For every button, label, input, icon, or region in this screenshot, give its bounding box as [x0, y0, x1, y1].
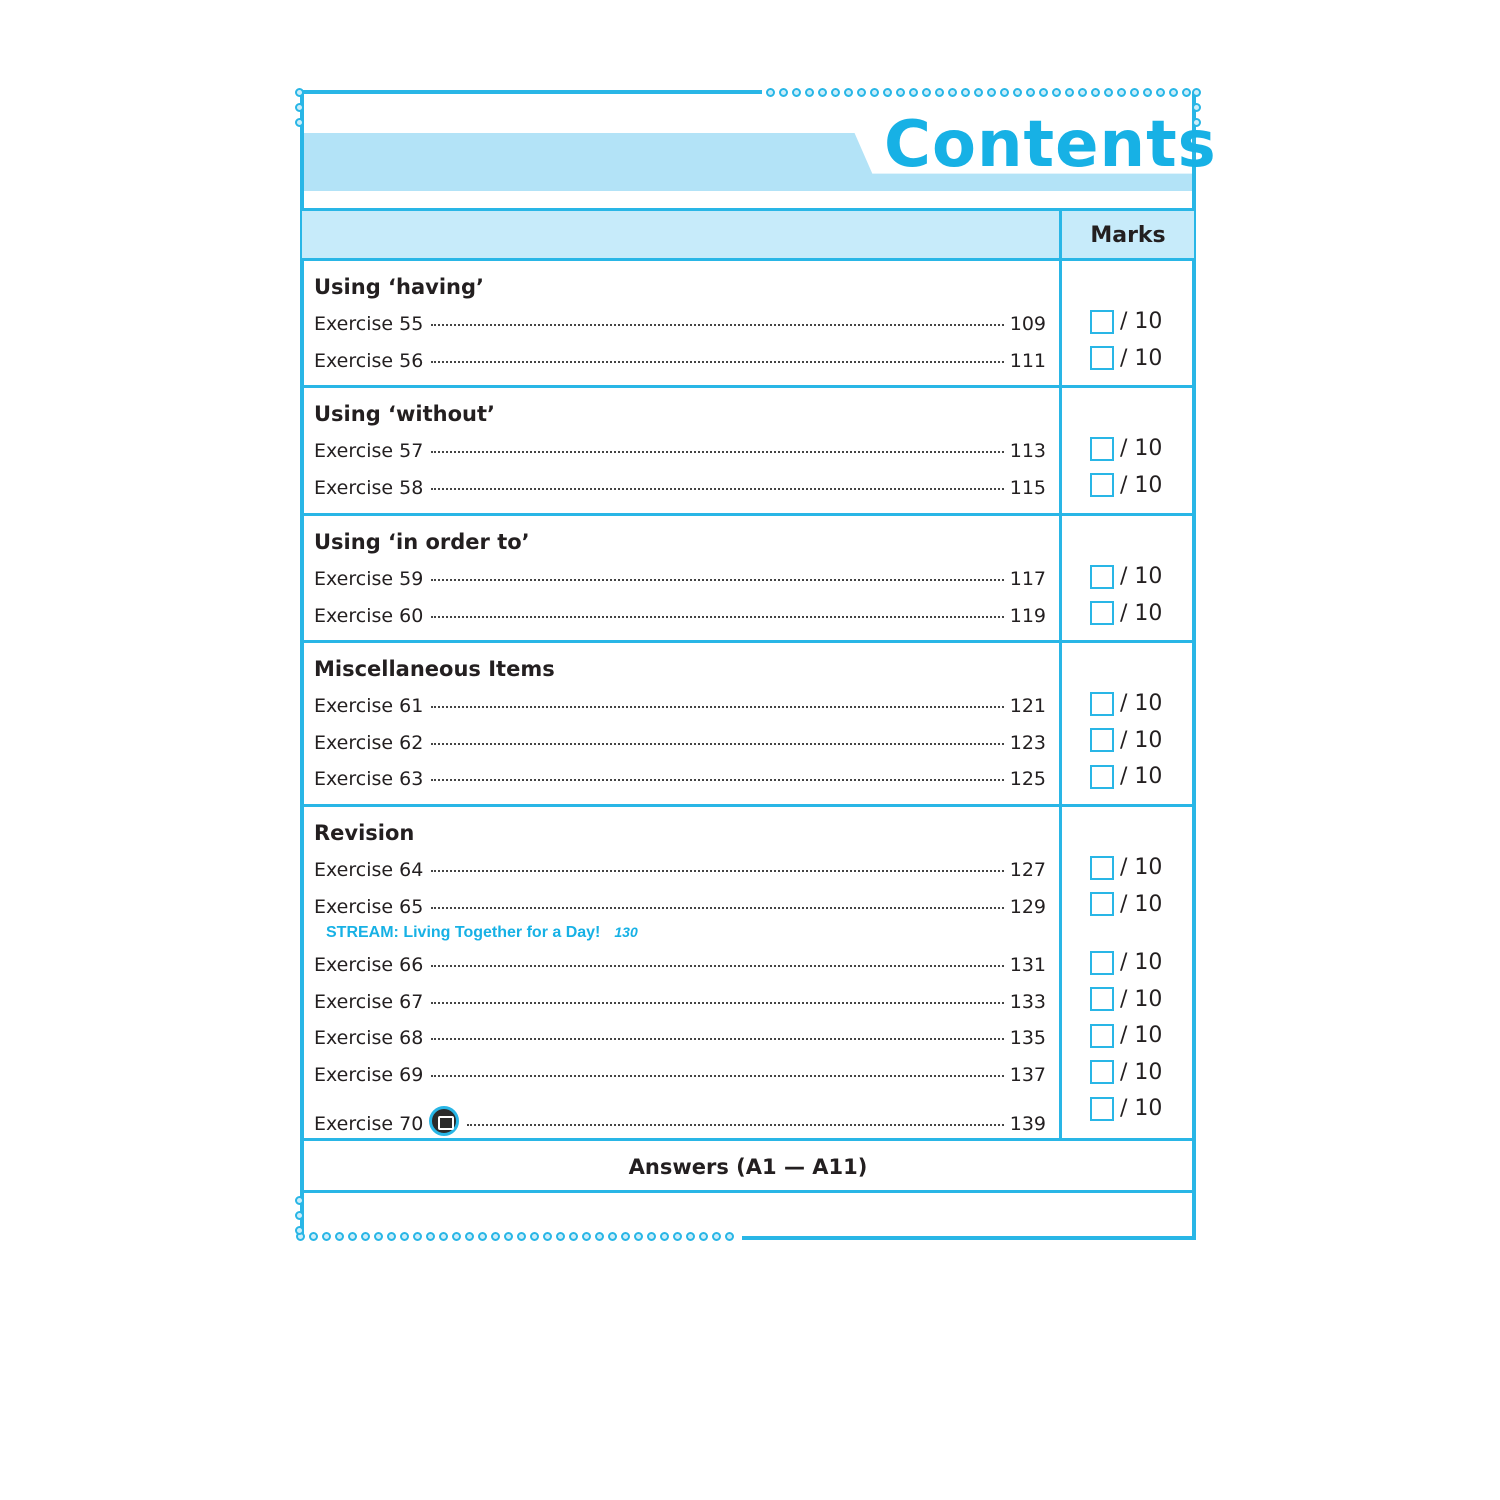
mark-total: / 10: [1120, 436, 1163, 461]
section-main-cell: [302, 643, 1062, 804]
score-box[interactable]: [1090, 346, 1114, 370]
border-dot: [870, 88, 879, 97]
border-dot: [1117, 88, 1126, 97]
score-box[interactable]: [1090, 601, 1114, 625]
border-dot: [582, 1232, 591, 1241]
dot-leader: [431, 965, 1003, 967]
border-dot: [1013, 88, 1022, 97]
border-dot: [673, 1232, 682, 1241]
border-dot: [295, 88, 304, 97]
mark-entry: [1090, 473, 1162, 498]
border-dot: [1104, 88, 1113, 97]
exercise-entry[interactable]: [314, 477, 1046, 499]
mark-total: / 10: [1120, 345, 1163, 371]
score-box[interactable]: [1090, 692, 1114, 716]
border-dot: [517, 1232, 526, 1241]
border-dot: [295, 1196, 304, 1205]
mark-entry: [1090, 691, 1162, 716]
border-dot: [712, 1232, 721, 1241]
mark-total: / 10: [1120, 691, 1163, 716]
border-dot: [1192, 88, 1201, 97]
dot-leader: [431, 870, 1003, 872]
exercise-entry[interactable]: [314, 440, 1046, 462]
border-dot: [478, 1232, 487, 1241]
score-box[interactable]: [1090, 987, 1114, 1011]
border-dot: [805, 88, 814, 97]
border-dot: [1169, 88, 1178, 97]
page-number: 129: [1009, 895, 1046, 918]
answers-row: [302, 1141, 1194, 1193]
border-dot: [413, 1232, 422, 1241]
page-number: 127: [1009, 859, 1046, 881]
border-dot: [621, 1232, 630, 1241]
bottom-dot-border: [296, 1232, 734, 1241]
section-marks-cell: [1062, 643, 1194, 804]
border-dot: [387, 1232, 396, 1241]
page-number: 131: [1009, 954, 1046, 976]
mark-total: / 10: [1120, 564, 1163, 589]
mark-entry: [1090, 950, 1162, 975]
section-row: [302, 516, 1194, 643]
border-dot: [766, 88, 775, 97]
border-dot: [961, 88, 970, 97]
section-main-cell: [302, 388, 1062, 513]
border-dot: [295, 1211, 304, 1220]
score-box[interactable]: [1090, 728, 1114, 752]
border-dot: [608, 1232, 617, 1241]
table-header-row: [302, 211, 1194, 261]
border-dot: [452, 1232, 461, 1241]
exercise-label: Exercise 57: [314, 440, 424, 462]
exercise-label: Exercise 61: [314, 695, 424, 717]
exercise-label: Exercise 70: [314, 1113, 424, 1135]
exercise-entry[interactable]: [314, 1064, 1046, 1086]
mark-entry: [1090, 601, 1162, 626]
mark-total: / 10: [1120, 309, 1163, 334]
border-dot: [779, 88, 788, 97]
contents-table: [302, 208, 1194, 1193]
border-dot: [595, 1232, 604, 1241]
exercise-entry[interactable]: [314, 1100, 1046, 1135]
bottom-left-dot-column: [295, 1196, 304, 1235]
border-dot: [400, 1232, 409, 1241]
page-number: 111: [1009, 349, 1046, 372]
mark-entry: [1090, 892, 1162, 917]
section-marks-cell: [1062, 388, 1194, 513]
border-dot: [896, 88, 905, 97]
border-dot: [335, 1232, 344, 1241]
border-dot: [725, 1232, 734, 1241]
border-dot: [1130, 88, 1139, 97]
exercise-label: Exercise 69: [314, 1063, 424, 1086]
section-main-cell: [302, 807, 1062, 1138]
exercise-label: Exercise 58: [314, 476, 424, 499]
border-dot: [543, 1232, 552, 1241]
score-box[interactable]: [1090, 437, 1114, 461]
exercise-label: Exercise 66: [314, 954, 424, 976]
exercise-label: Exercise 59: [314, 568, 424, 590]
border-dot: [883, 88, 892, 97]
exercise-entry[interactable]: [314, 732, 1046, 754]
page-title: Contents: [884, 108, 1217, 182]
section-title: Miscellaneous Items: [314, 657, 555, 681]
border-dot: [295, 118, 304, 127]
section-title: Revision: [314, 821, 415, 845]
section-row: [302, 388, 1194, 516]
border-dot: [361, 1232, 370, 1241]
border-dot: [530, 1232, 539, 1241]
header-marks-cell: [1062, 211, 1194, 258]
dot-leader: [431, 779, 1003, 781]
dot-leader: [431, 706, 1003, 708]
mark-total: / 10: [1120, 1059, 1163, 1085]
exercise-entry[interactable]: [314, 695, 1046, 717]
mark-entry: [1090, 309, 1162, 334]
border-dot: [465, 1232, 474, 1241]
border-dot: [491, 1232, 500, 1241]
border-dot: [1143, 88, 1152, 97]
exercise-label: Exercise 60: [314, 604, 424, 627]
mark-entry: [1090, 564, 1162, 589]
border-dot: [1078, 88, 1087, 97]
border-dot: [844, 88, 853, 97]
mark-total: / 10: [1120, 855, 1163, 880]
mark-entry: [1090, 346, 1162, 371]
section-marks-cell: [1062, 807, 1194, 1138]
score-box[interactable]: [1090, 565, 1114, 589]
exercise-entry[interactable]: [314, 859, 1046, 881]
border-dot: [309, 1232, 318, 1241]
exercise-entry[interactable]: [314, 896, 1046, 918]
border-dot: [439, 1232, 448, 1241]
mark-entry: [1090, 764, 1162, 789]
page-number: 117: [1009, 568, 1046, 590]
score-box[interactable]: [1090, 1024, 1114, 1048]
answers-label: Answers (A1 — A11): [628, 1155, 868, 1179]
stream-page-number: 130: [614, 924, 638, 940]
border-dot: [374, 1232, 383, 1241]
section-marks-cell: [1062, 261, 1194, 385]
mark-entry: [1090, 987, 1162, 1012]
dot-leader: [431, 1038, 1003, 1040]
page-number: 125: [1009, 768, 1046, 790]
border-dot: [831, 88, 840, 97]
mark-total: / 10: [1120, 472, 1163, 498]
section-main-cell: [302, 516, 1062, 640]
score-box[interactable]: [1090, 951, 1114, 975]
section-title: Using ‘in order to’: [314, 530, 530, 554]
header-main-cell: [302, 211, 1062, 258]
mark-entry: [1090, 1023, 1162, 1048]
dot-leader: [431, 361, 1003, 363]
border-dot: [569, 1232, 578, 1241]
score-box[interactable]: [1090, 310, 1114, 334]
border-dot: [660, 1232, 669, 1241]
mark-total: / 10: [1120, 891, 1163, 917]
exercise-entry[interactable]: [314, 568, 1046, 590]
exercise-label: Exercise 67: [314, 990, 424, 1013]
border-dot: [1000, 88, 1009, 97]
border-dot: [987, 88, 996, 97]
dot-leader: [431, 451, 1003, 453]
border-dot: [556, 1232, 565, 1241]
dot-leader: [431, 616, 1003, 618]
mark-entry: [1090, 1060, 1162, 1085]
border-dot: [935, 88, 944, 97]
dot-leader: [431, 488, 1003, 490]
border-dot: [1039, 88, 1048, 97]
section-row: [302, 807, 1194, 1141]
mark-entry: [1090, 728, 1162, 753]
top-dot-border: [766, 88, 1191, 97]
dot-leader: [431, 1075, 1003, 1077]
exercise-entry[interactable]: [314, 1027, 1046, 1049]
score-box[interactable]: [1090, 1060, 1114, 1084]
mark-total: / 10: [1120, 1096, 1163, 1121]
mark-total: / 10: [1120, 727, 1163, 753]
border-dot: [1065, 88, 1074, 97]
border-dot: [909, 88, 918, 97]
border-dot: [1052, 88, 1061, 97]
mark-entry: [1090, 436, 1162, 461]
section-main-cell: [302, 261, 1062, 385]
mark-entry: [1090, 1096, 1162, 1121]
border-dot: [295, 103, 304, 112]
score-box[interactable]: [1090, 473, 1114, 497]
page-number: 109: [1009, 313, 1046, 335]
bottom-border-line: [742, 1236, 1196, 1240]
section-marks-cell: [1062, 516, 1194, 640]
page-number: 139: [1009, 1113, 1046, 1135]
exercise-label: Exercise 64: [314, 859, 424, 881]
page-number: 121: [1009, 695, 1046, 717]
exercise-entry[interactable]: [314, 954, 1046, 976]
dot-leader: [431, 907, 1003, 909]
border-dot: [818, 88, 827, 97]
dot-leader: [431, 579, 1003, 581]
stream-link[interactable]: [326, 924, 638, 942]
mark-total: / 10: [1120, 764, 1163, 789]
dot-leader: [431, 324, 1003, 326]
top-left-dot-column: [295, 88, 304, 127]
mark-total: / 10: [1120, 986, 1163, 1012]
border-dot: [295, 1226, 304, 1235]
stream-label: STREAM: Living Together for a Day!: [326, 924, 601, 941]
page-number: 115: [1009, 476, 1046, 499]
section-title: Using ‘without’: [314, 402, 496, 426]
border-dot: [348, 1232, 357, 1241]
page-number: 137: [1009, 1063, 1046, 1086]
exercise-entry[interactable]: [314, 350, 1046, 372]
exercise-entry[interactable]: [314, 991, 1046, 1013]
border-dot: [322, 1232, 331, 1241]
score-box[interactable]: [1090, 765, 1114, 789]
test-badge-icon: [429, 1106, 459, 1136]
mark-total: / 10: [1120, 600, 1163, 626]
exercise-label: Exercise 65: [314, 895, 424, 918]
border-dot: [792, 88, 801, 97]
exercise-label: Exercise 63: [314, 768, 424, 790]
exercise-label: Exercise 56: [314, 349, 424, 372]
mark-entry: [1090, 855, 1162, 880]
section-title: Using ‘having’: [314, 275, 484, 299]
mark-total: / 10: [1120, 950, 1163, 975]
sections-container: [302, 261, 1194, 1141]
section-row: [302, 643, 1194, 807]
border-dot: [634, 1232, 643, 1241]
page-number: 119: [1009, 604, 1046, 627]
exercise-label: Exercise 68: [314, 1027, 424, 1049]
page-number: 135: [1009, 1027, 1046, 1049]
score-box[interactable]: [1090, 892, 1114, 916]
border-dot: [974, 88, 983, 97]
top-border-line: [300, 90, 762, 94]
section-row: [302, 261, 1194, 388]
dot-leader: [431, 1002, 1003, 1004]
exercise-entry[interactable]: [314, 605, 1046, 627]
border-dot: [1182, 88, 1191, 97]
marks-header: Marks: [1090, 223, 1166, 248]
border-dot: [922, 88, 931, 97]
score-box[interactable]: [1090, 856, 1114, 880]
border-dot: [1026, 88, 1035, 97]
exercise-entry[interactable]: [314, 313, 1046, 335]
border-dot: [699, 1232, 708, 1241]
page-number: 133: [1009, 990, 1046, 1013]
border-dot: [504, 1232, 513, 1241]
border-dot: [857, 88, 866, 97]
border-dot: [686, 1232, 695, 1241]
score-box[interactable]: [1090, 1097, 1114, 1121]
border-dot: [1091, 88, 1100, 97]
border-dot: [426, 1232, 435, 1241]
dot-leader: [431, 743, 1003, 745]
mark-total: / 10: [1120, 1023, 1163, 1048]
dot-leader: [467, 1124, 1003, 1126]
page-number: 113: [1009, 440, 1046, 462]
border-dot: [647, 1232, 656, 1241]
border-dot: [1156, 88, 1165, 97]
exercise-label: Exercise 62: [314, 731, 424, 754]
exercise-entry[interactable]: [314, 768, 1046, 790]
page-number: 123: [1009, 731, 1046, 754]
exercise-label: Exercise 55: [314, 313, 424, 335]
border-dot: [948, 88, 957, 97]
